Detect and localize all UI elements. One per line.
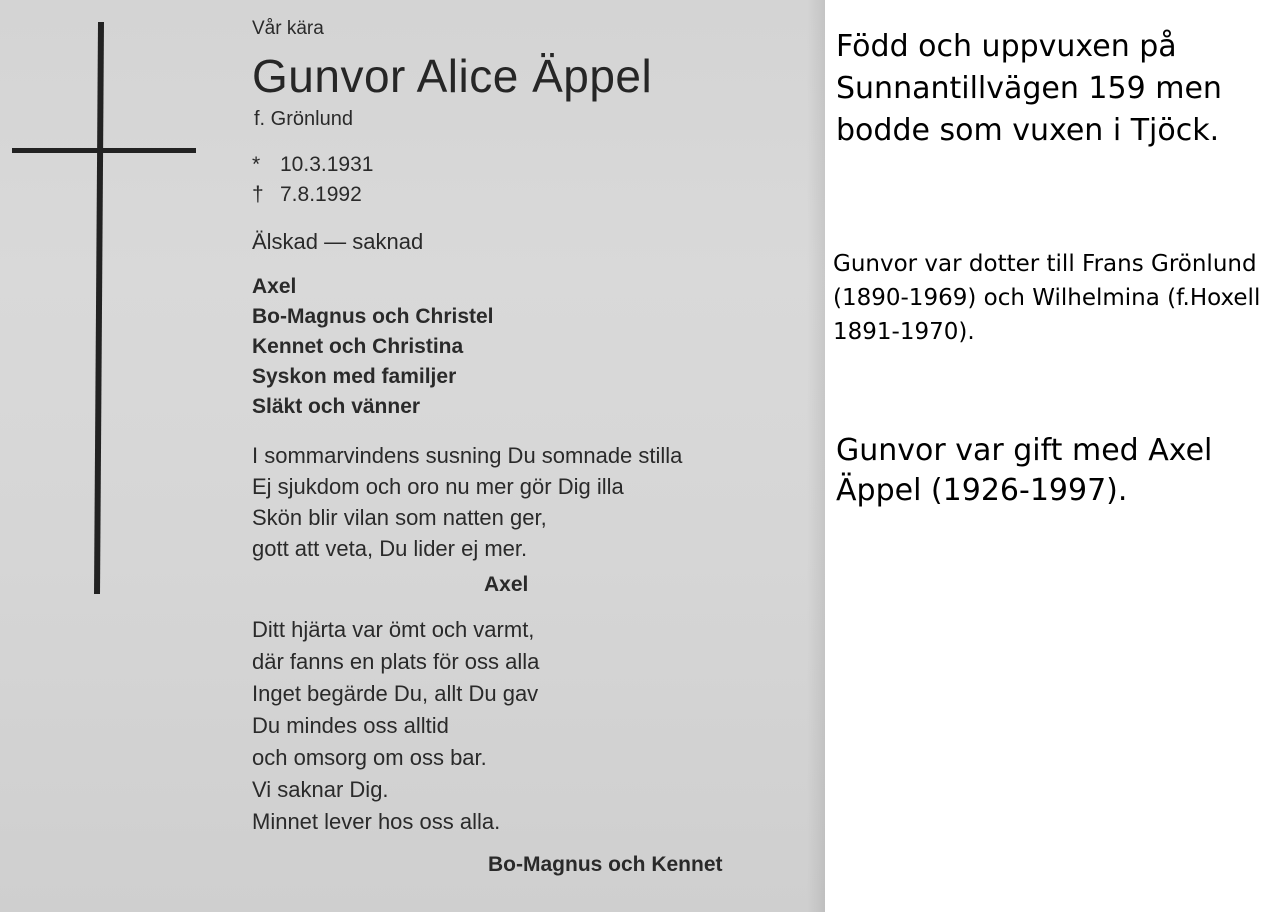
poem-line: Minnet lever hos oss alla. (252, 809, 501, 834)
cross-icon (94, 22, 104, 594)
deceased-name: Gunvor Alice Äppel (252, 50, 653, 102)
poem-line: Inget begärde Du, allt Du gav (252, 681, 539, 706)
maiden-name: f. Grönlund (254, 108, 353, 130)
life-dates (252, 150, 812, 210)
death-date: 7.8.1992 (280, 183, 362, 206)
obituary-intro: Vår kära (252, 18, 324, 39)
poem-line: Vi saknar Dig. (252, 777, 389, 802)
poem-2-signer: Bo-Magnus och Kennet (488, 853, 723, 876)
mourner: Släkt och vänner (252, 395, 421, 418)
mourner: Syskon med familjer (252, 365, 457, 388)
note-spouse: Gunvor var gift med Axel Äppel (1926-1997). (836, 433, 1213, 508)
note-birthplace: Född och uppvuxen på Sunnantillvägen 159 men bodde som vuxen i Tjöck. (836, 29, 1222, 148)
mourner: Bo-Magnus och Christel (252, 305, 494, 328)
obituary-text (252, 16, 812, 880)
poem-line: I sommarvindens susning Du somnade stilla (252, 443, 683, 468)
mourner: Kennet och Christina (252, 335, 464, 358)
loved-missed: Älskad — saknad (252, 229, 424, 254)
poem-line: Ej sjukdom och oro nu mer gör Dig illa (252, 474, 624, 499)
mourner: Axel (252, 275, 297, 298)
poem-line: och omsorg om oss bar. (252, 745, 487, 770)
poem-2 (252, 614, 812, 838)
mourners-list (252, 272, 812, 422)
cross-icon-bar (12, 148, 196, 153)
birth-date: 10.3.1931 (280, 153, 374, 176)
poem-line: Du mindes oss alltid (252, 713, 449, 738)
poem-1 (252, 440, 812, 564)
poem-line: gott att veta, Du lider ej mer. (252, 536, 528, 561)
poem-line: Ditt hjärta var ömt och varmt, (252, 617, 535, 642)
poem-1-signer: Axel (484, 573, 529, 596)
birth-symbol: * (252, 153, 261, 176)
note-parents: Gunvor var dotter till Frans Grönlund (1890-1969) och Wilhelmina (f.Hoxell 1891-1970). (833, 251, 1261, 345)
poem-line: Skön blir vilan som natten ger, (252, 505, 547, 530)
death-date-row (252, 180, 812, 210)
death-symbol: † (252, 183, 264, 206)
birth-date-row (252, 150, 812, 180)
poem-line: där fanns en plats för oss alla (252, 649, 540, 674)
